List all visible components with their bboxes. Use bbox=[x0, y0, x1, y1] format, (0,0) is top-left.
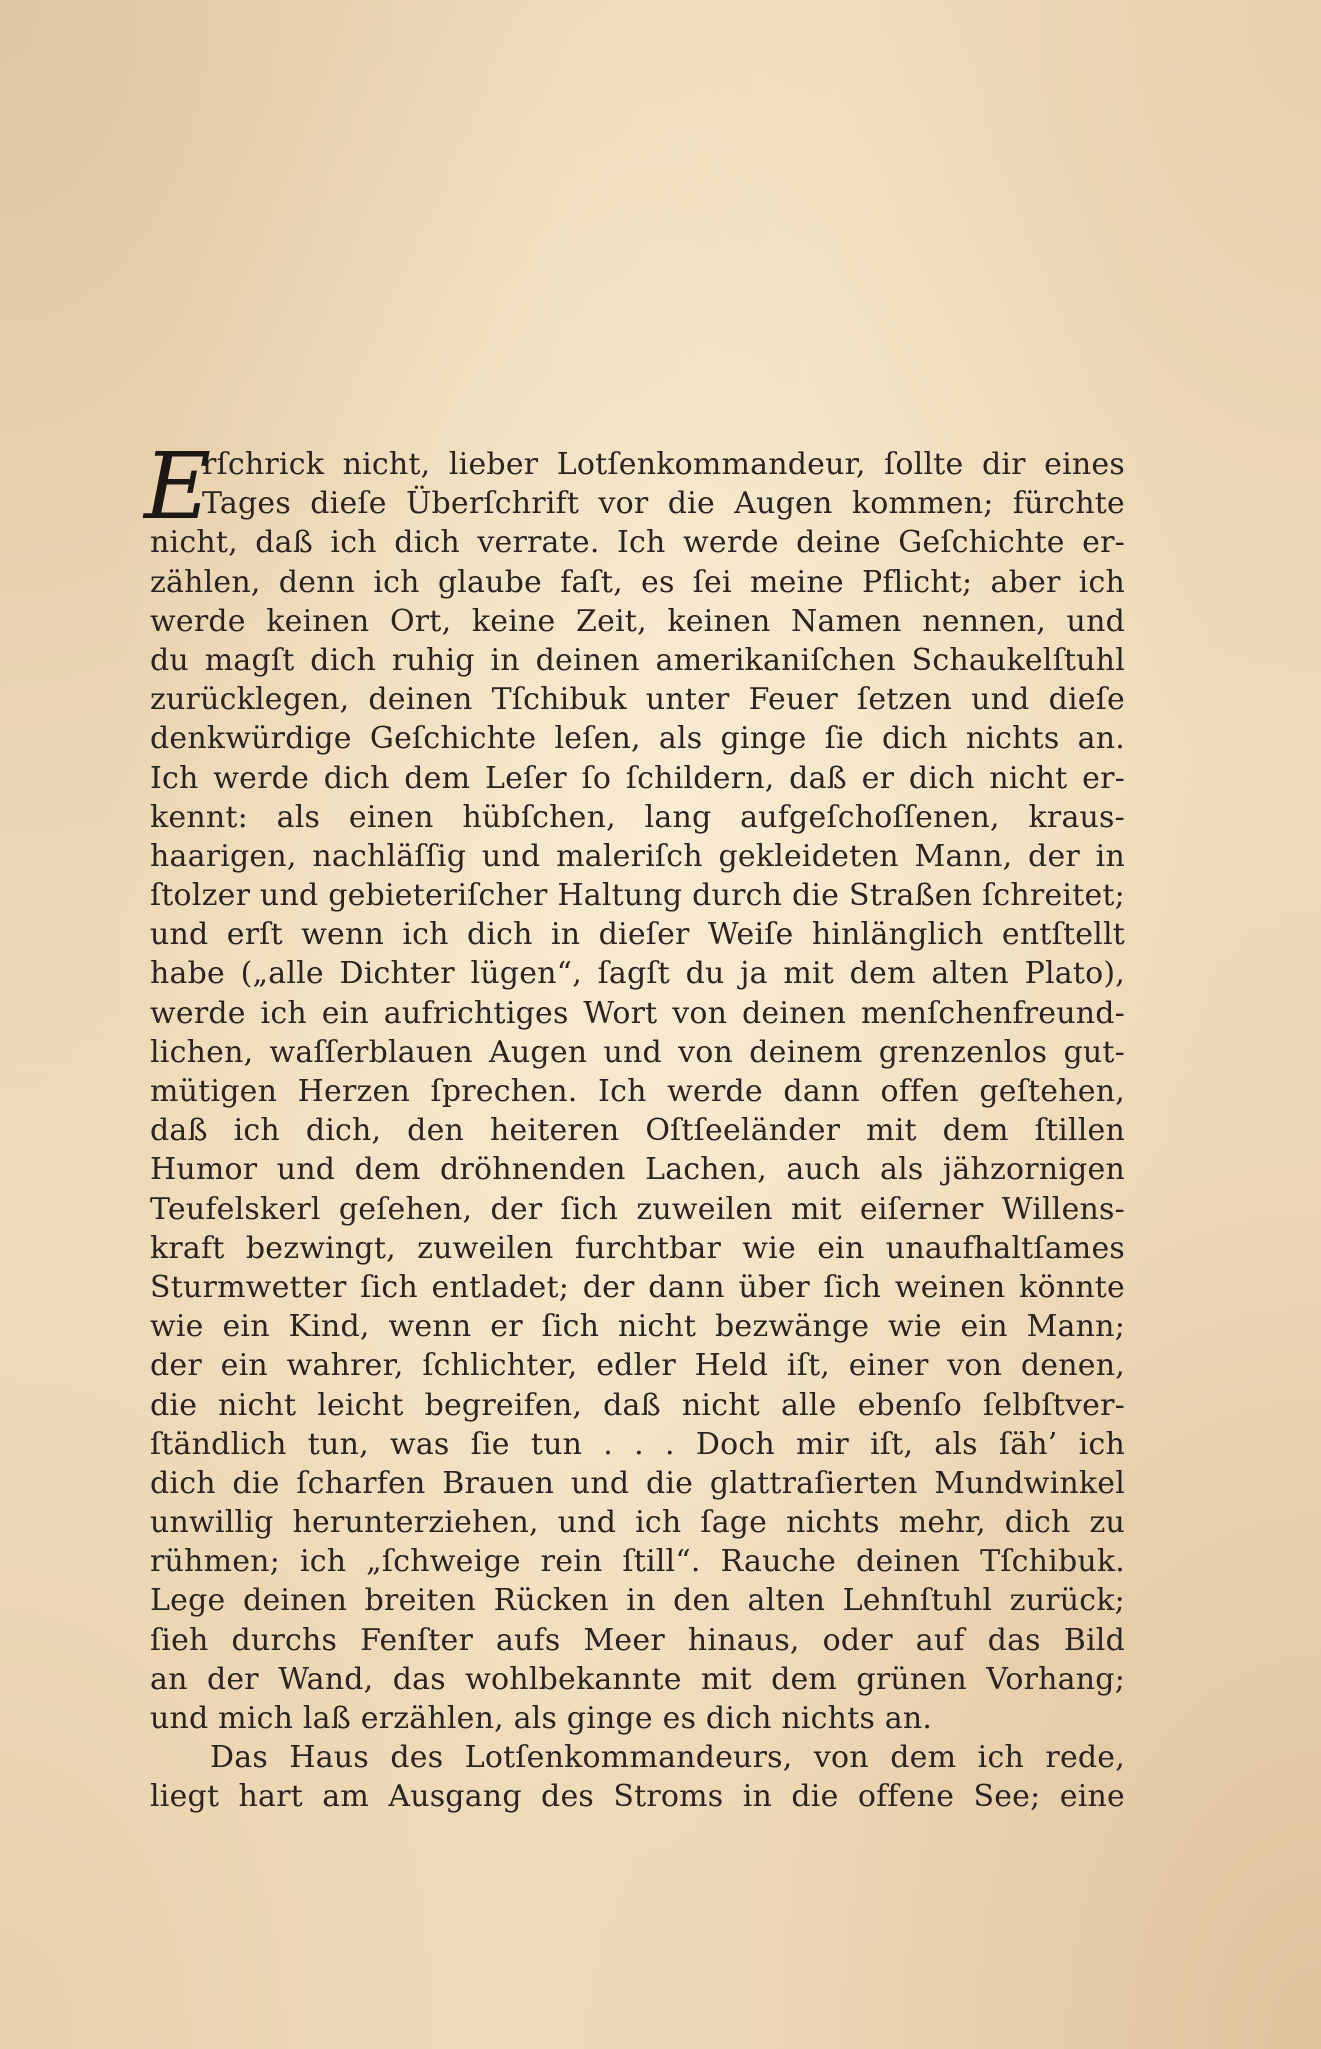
text-line: daß ich dich, den heiteren Oſtſeeländer mit dem ſtillen bbox=[150, 1113, 1125, 1149]
text-line: Humor und dem dröhnenden Lachen, auch als jähzornigen bbox=[150, 1152, 1125, 1188]
text-line: denkwürdige Geſchichte leſen, als ginge ſie dich nichts an. bbox=[150, 721, 1125, 757]
text-line: kraft bezwingt, zuweilen furchtbar wie ein unaufhaltſames bbox=[150, 1230, 1125, 1266]
text-line: du magſt dich ruhig in deinen amerikaniſchen Schaukelſtuhl bbox=[150, 642, 1125, 678]
text-line: die nicht leicht begreifen, daß nicht alle ebenſo ſelbſtver- bbox=[150, 1387, 1125, 1423]
text-line: ſtändlich tun, was ſie tun . . . Doch mir iſt, als ſäh’ ich bbox=[150, 1426, 1125, 1462]
text-line: Teufelskerl geſehen, der ſich zuweilen mit eiſerner Willens- bbox=[150, 1191, 1125, 1227]
text-line: ſieh durchs Fenſter aufs Meer hinaus, oder auf das Bild bbox=[150, 1622, 1125, 1658]
text-line: nicht, daß ich dich verrate. Ich werde deine Geſchichte er- bbox=[150, 525, 1125, 561]
text-line: Sturmwetter ſich entladet; der dann über ſich weinen könnte bbox=[150, 1269, 1125, 1305]
text-line: Das Haus des Lotſenkommandeurs, von dem ich rede, bbox=[210, 1740, 1125, 1776]
text-line: wie ein Kind, wenn er ſich nicht bezwänge wie ein Mann; bbox=[150, 1309, 1125, 1345]
text-line: und mich laß erzählen, als ginge es dich nichts an. bbox=[150, 1701, 933, 1736]
text-line: haarigen, nachläſſig und maleriſch gekleideten Mann, der in bbox=[150, 838, 1125, 874]
text-line: liegt hart am Ausgang des Stroms in die offene See; eine bbox=[150, 1779, 1125, 1815]
text-line: werde keinen Ort, keine Zeit, keinen Namen nennen, und bbox=[150, 603, 1125, 639]
text-line: und erſt wenn ich dich in dieſer Weiſe hinlänglich entſtellt bbox=[150, 917, 1125, 953]
text-line: Tages dieſe Überſchrift vor die Augen kommen; fürchte bbox=[202, 486, 1125, 522]
body-text bbox=[144, 433, 1125, 1817]
text-line: an der Wand, das wohlbekannte mit dem grünen Vorhang; bbox=[150, 1661, 1125, 1697]
text-line: Lege deinen breiten Rücken in den alten Lehnſtuhl zurück; bbox=[150, 1583, 1125, 1619]
text-line: zurücklegen, deinen Tſchibuk unter Feuer ſetzen und dieſe bbox=[150, 682, 1125, 718]
text-line: rühmen; ich „ſchweige rein ſtill“. Rauche deinen Tſchibuk. bbox=[150, 1544, 1125, 1580]
text-line: habe („alle Dichter lügen“, ſagſt du ja mit dem alten Plato), bbox=[150, 956, 1125, 992]
text-line: rſchrick nicht, lieber Lotſenkommandeur, ſollte dir eines bbox=[202, 447, 1125, 482]
text-line: zählen, denn ich glaube faſt, es ſei meine Pflicht; aber ich bbox=[150, 564, 1125, 600]
text-line: kennt: als einen hübſchen, lang aufgeſchoſſenen, kraus- bbox=[150, 799, 1125, 835]
text-line: mütigen Herzen ſprechen. Ich werde dann offen geſtehen, bbox=[150, 1074, 1125, 1109]
text-line: lichen, waſſerblauen Augen und von deinem grenzenlos gut- bbox=[150, 1034, 1125, 1070]
text-line: dich die ſcharfen Brauen und die glattraſierten Mundwinkel bbox=[150, 1465, 1125, 1501]
text-line: ſtolzer und gebieteriſcher Haltung durch die Straßen ſchreitet; bbox=[150, 878, 1125, 914]
text-line: werde ich ein aufrichtiges Wort von deinen menſchenfreund- bbox=[150, 995, 1125, 1031]
text-line: unwillig herunterziehen, und ich ſage nichts mehr, dich zu bbox=[150, 1505, 1125, 1541]
text-line: der ein wahrer, ſchlichter, edler Held iſt, einer von denen, bbox=[150, 1348, 1125, 1384]
text-line: Ich werde dich dem Leſer ſo ſchildern, daß er dich nicht er- bbox=[150, 760, 1125, 796]
drop-cap: E bbox=[144, 433, 212, 540]
